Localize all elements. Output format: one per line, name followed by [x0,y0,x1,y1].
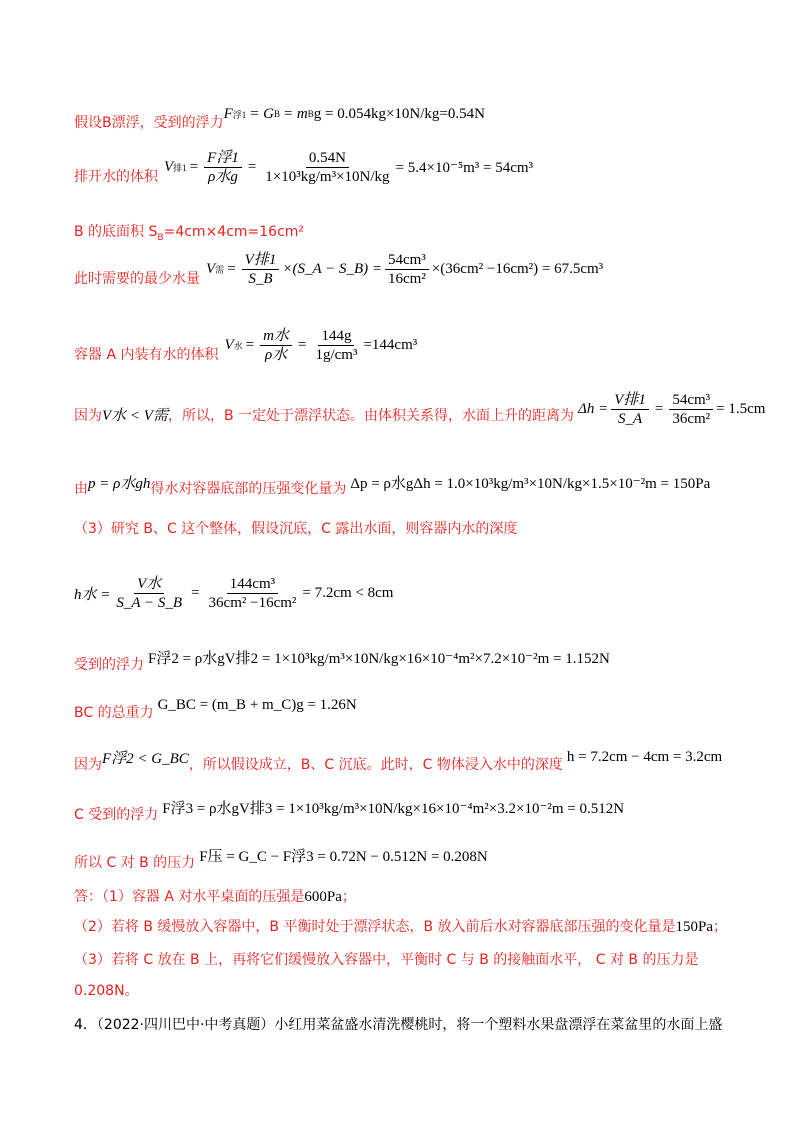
line-min-water: 此时需要的最少水量 V 需 = $\frac{\text{V排1}}{S\_B}$ ×(S_A − S_B) = $\frac{\text{54cm³}}{\text{16cm²}}$ ×(36cm² −16cm²) = 67.5cm³ [74,251,604,287]
fraction: $\frac{\text{V排1}}{S\_A}$ [611,392,649,427]
answer-3-value: 0.208N。 [74,983,139,999]
line-buoyancy-2: 受到的浮力 F浮2 = ρ水gV排2 = 1×10³kg/m³×10N/kg×16×10⁻⁴m²×7.2×10⁻²m = 1.152N [74,650,610,673]
line-pressure-change: 由 p = ρ水gh 得水对容器底部的压强变化量为 Δp = ρ水gΔh = 1.0×10³kg/m³×10N/kg×1.5×10⁻²m = 150Pa [74,475,711,497]
question-4: 4．（2022·四川巴中·中考真题）小红用菜盆盛水清洗樱桃时，将一个塑料水果盘漂浮在菜盆里的水面上盛 [74,1017,723,1033]
line-buoyancy-c: C 受到的浮力 F浮3 = ρ水gV排3 = 1×10³kg/m³×10N/kg×16×10⁻⁴m²×3.2×10⁻²m = 0.512N [74,800,625,823]
answer-1: 答：（1）容器 A 对水平桌面的压强是600Pa； [74,889,356,905]
fraction: $\frac{\text{54cm³}}{\text{16cm²}}$ [385,252,429,287]
answer-3: （3）若将 C 放在 B 上，再将它们缓慢放入容器中，平衡时 C 与 B 的接触面水平， C 对 B 的压力是 [74,952,699,968]
line-pressure-force: 所以 C 对 B 的压力 F压 = G_C − F浮3 = 0.72N − 0.512N = 0.208N [74,848,488,871]
fraction: $\frac{\text{V排1}}{S\_B}$ [242,252,280,287]
line-assumption: 因为 F浮2 < G_BC ，所以假设成立，B、C 沉底。此时，C 物体浸入水中的深度 h = 7.2cm − 4cm = 3.2cm [74,748,723,773]
answer-2: （2）若将 B 缓慢放入容器中，B 平衡时处于漂浮状态，B 放入前后水对容器底部压强的变化量是150Pa； [74,919,728,935]
part3-heading: （3）研究 B、C 这个整体，假设沉底，C 露出水面，则容器内水的深度 [74,521,518,537]
fraction: $\frac{144g}{\text{1g/cm³}}$ [315,327,358,363]
line-water-depth: h水 = $\frac{\text{V水}}{S\_A - S\_B}$ = $\frac{\text{144cm³}}{\text{36cm² −16cm²}}$ = 7.2cm < 8cm [74,576,394,611]
line-water-volume: 容器 A 内装有水的体积 V 水 = $\frac{\text{m水}}{\text{ρ水}}$ = $\frac{144g}{\text{1g/cm³}}$ =144cm³ [74,327,418,363]
line-rise-height: 因为 V水 < V需 ，所以，B 一定处于漂浮状态。由体积关系得，水面上升的距离为 Δh = $\frac{\text{V排1}}{S\_A}$ = $\frac{\text{54cm³}}{\text{36cm²}}$ = 1.5cm [74,392,766,427]
fraction: $\frac{0.54N}{\text{1×10³kg/m³×10N/kg}}$ [265,149,390,185]
line-buoyancy-b: 假设B漂浮，受到的浮力 F 浮1 = G B = m B g = 0.054kg×10N/kg=0.54N [74,105,485,131]
fraction: $\frac{\text{V水}}{S\_A - S\_B}$ [116,576,183,611]
fraction: $\frac{\text{144cm³}}{\text{36cm² −16cm²}}$ [208,576,297,611]
fraction: $\frac{\text{54cm³}}{\text{36cm²}}$ [669,392,713,427]
line-displaced-volume: 排开水的体积 V 排1 = $\frac{\text{F浮1}}{\text{ρ水g}}$ = $\frac{0.54N}{\text{1×10³kg/m³×10N/kg}}$ = 5.4×10⁻⁵m³ = 54cm³ [74,149,534,185]
fraction: $\frac{\text{m水}}{\text{ρ水}}$ [260,328,292,363]
line-total-weight: BC 的总重力 G_BC = (m_B + m_C)g = 1.26N [74,696,357,721]
line-base-area: B 的底面积 $S_B=4cm\times 4cm=16cm^2$ [74,224,305,243]
fraction: $\frac{\text{F浮1}}{\text{ρ水g}}$ [204,150,242,185]
